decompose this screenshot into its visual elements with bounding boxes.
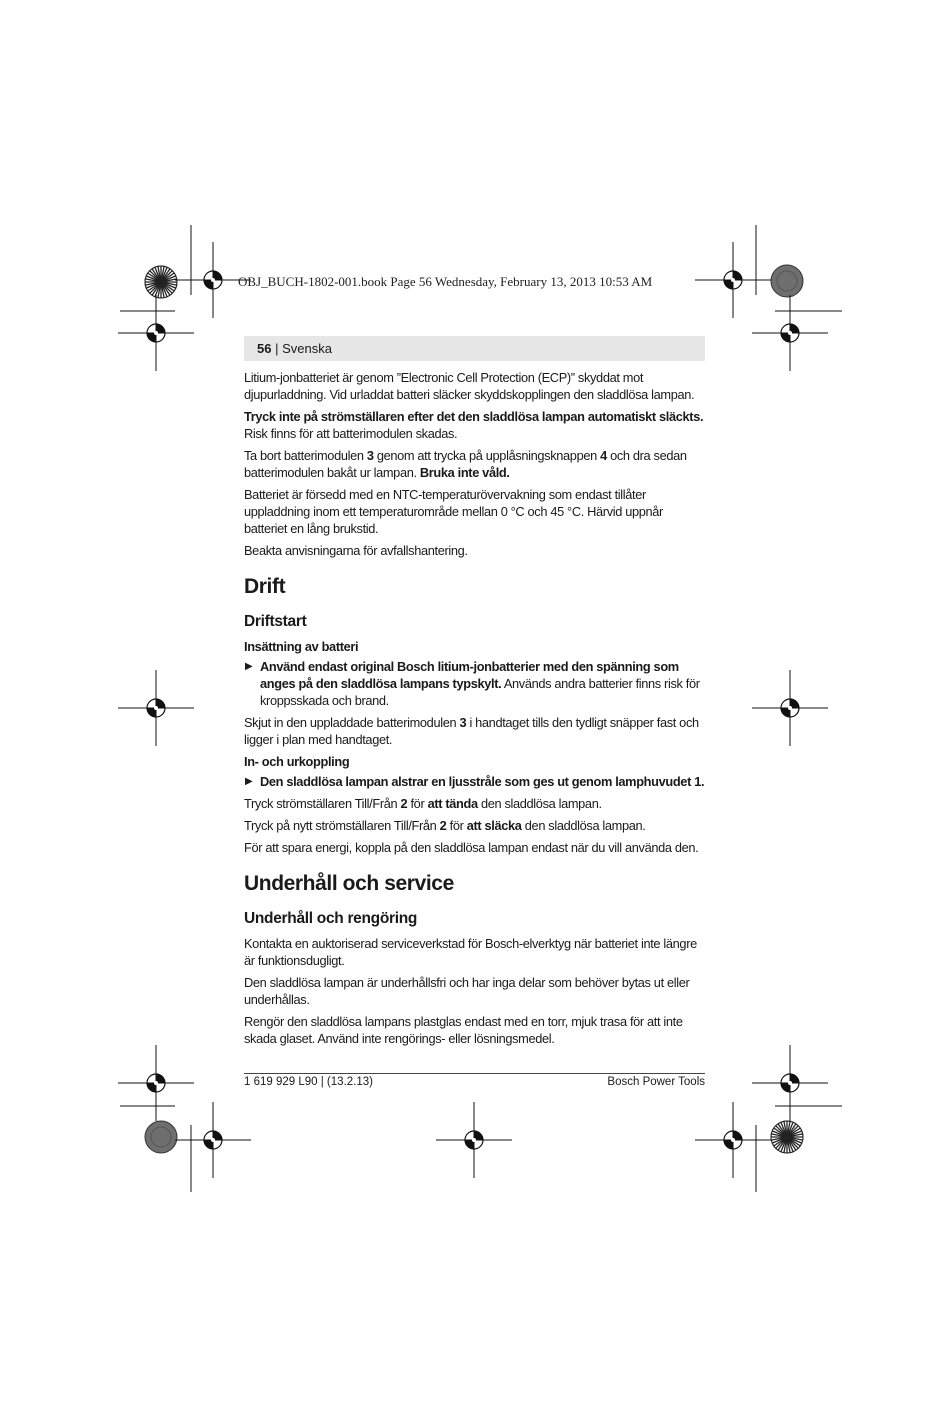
insert-battery-paragraph: Skjut in den uppladdade batterimodulen 3 i handtaget tills den tydligt snäpper fast och ligger i plan med handtaget. xyxy=(244,715,699,747)
bullet-arrow-icon: ▶ xyxy=(245,661,253,672)
footer-brand: Bosch Power Tools xyxy=(607,1076,705,1088)
subsection-title-rengoring: Underhåll och rengöring xyxy=(244,910,418,927)
heading-in-och-urkoppling: In- och urkoppling xyxy=(244,754,350,769)
footer-document-code: 1 619 929 L90 | (13.2.13) xyxy=(244,1076,373,1088)
intro-warning-paragraph: Tryck inte på strömställaren efter det den sladdlösa lampan automatiskt släckts. Risk finns för att batterimodulen skadas. xyxy=(244,409,704,441)
header-separator: | xyxy=(271,341,283,356)
intro-remove-battery-paragraph: Ta bort batterimodulen 3 genom att trycka på upplåsningsknappen 4 och dra sedan batterimodulen bakåt ur lampan. Bruka inte våld. xyxy=(244,448,687,480)
bullet-light-beam: ▶ Den sladdlösa lampan alstrar en ljusstråle som ges ut genom lamphuvudet 1. xyxy=(245,774,705,789)
page-number: 56 xyxy=(257,341,272,356)
switch-on-paragraph: Tryck strömställaren Till/Från 2 för att tända den sladdlösa lampan. xyxy=(244,796,602,811)
heading-insattning: Insättning av batteri xyxy=(244,639,359,654)
switch-off-paragraph: Tryck på nytt strömställaren Till/Från 2 för att släcka den sladdlösa lampan. xyxy=(244,818,646,833)
subsection-title-driftstart: Driftstart xyxy=(244,613,307,630)
intro-ntc-paragraph: Batteriet är försedd med en NTC-temperaturövervakning som endast tillåter uppladdning inom ett temperaturområde mellan 0 °C och 45 °C. Härvid uppnår batteriet en lång brukstid. xyxy=(244,487,663,536)
energy-saving-paragraph: För att spara energi, koppla på den sladdlösa lampan endast när du vill använda den. xyxy=(244,840,699,855)
intro-warning-bold: Tryck inte på strömställaren efter det den sladdlösa lampan automatiskt släckts. xyxy=(244,409,704,424)
intro-disposal-paragraph: Beakta anvisningarna för avfallshantering. xyxy=(244,543,468,558)
bullet-battery-warning: ▶ Använd endast original Bosch litium-jonbatterier med den spänning som anges på den sladdlösa lampans typskylt. Används andra batterier finns risk för kroppsskada och brand. xyxy=(245,659,700,708)
header-language: Svenska xyxy=(282,341,332,356)
print-slug: OBJ_BUCH-1802-001.book Page 56 Wednesday, February 13, 2013 10:53 AM xyxy=(238,274,653,289)
bullet-arrow-icon: ▶ xyxy=(245,776,253,787)
section-title-underhall: Underhåll och service xyxy=(244,872,454,895)
intro-ecp-paragraph: Litium-jonbatteriet är genom ”Electronic Cell Protection (ECP)” skyddat mot djupurladdning. Vid urladdat batteri släcker skyddskopplingen den sladdlösa lampan. xyxy=(244,370,695,402)
maintenance-free-paragraph: Den sladdlösa lampan är underhållsfri och har inga delar som behöver bytas ut eller underhållas. xyxy=(244,975,690,1007)
page-header xyxy=(257,341,332,356)
service-paragraph: Kontakta en auktoriserad serviceverkstad för Bosch-elverktyg när batteriet inte längre är funktionsdugligt. xyxy=(244,936,697,968)
section-title-drift: Drift xyxy=(244,575,286,598)
cleaning-paragraph: Rengör den sladdlösa lampans plastglas endast med en torr, mjuk trasa för att inte skada glaset. Använd inte rengörings- eller lösningsmedel. xyxy=(244,1014,683,1046)
footer-rule xyxy=(244,1073,705,1074)
page-content xyxy=(244,369,705,1052)
